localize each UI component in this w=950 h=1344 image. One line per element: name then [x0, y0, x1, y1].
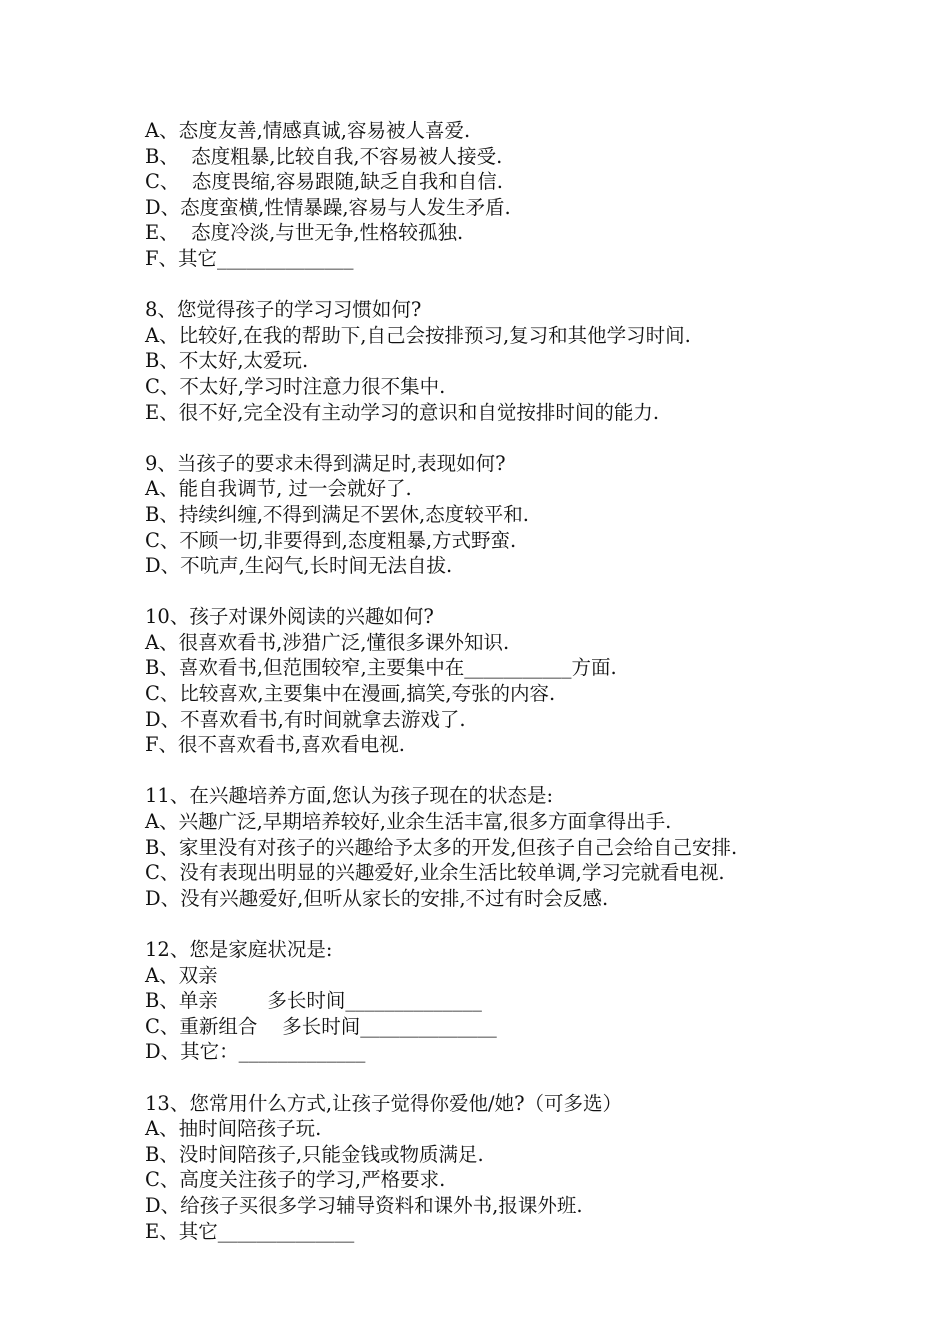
- text-line: B、单亲 多长时间______________: [145, 989, 482, 1013]
- text-line: 11、在兴趣培养方面,您认为孩子现在的状态是:: [145, 784, 554, 808]
- text-line: D、不吭声,生闷气,长时间无法自拔.: [145, 554, 453, 578]
- blank-line: [145, 758, 845, 784]
- text-line: A、态度友善,情感真诚,容易被人喜爱.: [145, 119, 471, 142]
- text-line: 8、您觉得孩子的学习习惯如何?: [145, 298, 422, 322]
- text-line: C、不太好,学习时注意力很不集中.: [145, 374, 446, 398]
- blank-line: [145, 425, 845, 451]
- blank-line: [145, 911, 845, 937]
- text-line: C、重新组合 多长时间______________: [145, 1014, 497, 1038]
- document-page: [145, 118, 845, 1244]
- text-line: B、喜欢看书,但范围较窄,主要集中在___________方面.: [145, 656, 617, 680]
- text-line: C、高度关注孩子的学习,严格要求.: [145, 1168, 446, 1192]
- text-line: 12、您是家庭状况是:: [145, 938, 333, 961]
- text-line: B、持续纠缠,不得到满足不罢休,态度较平和.: [145, 502, 529, 526]
- text-line: D、其它：_____________: [145, 1040, 366, 1064]
- text-line: B、不太好,太爱玩.: [145, 349, 309, 373]
- text-line: A、抽时间陪孩子玩.: [145, 1117, 322, 1141]
- text-line: A、比较好,在我的帮助下,自己会按排预习,复习和其他学习时间.: [145, 323, 691, 347]
- text-line: E、很不好,完全没有主动学习的意识和自觉按排时间的能力.: [145, 400, 660, 424]
- text-line: C、不顾一切,非要得到,态度粗暴,方式野蛮.: [145, 528, 517, 552]
- text-line: C、没有表现出明显的兴趣爱好,业余生活比较单调,学习完就看电视.: [145, 861, 725, 885]
- text-line: A、很喜欢看书,涉猎广泛,懂很多课外知识.: [145, 630, 510, 654]
- text-line: A、双亲: [145, 963, 218, 987]
- text-line: 10、孩子对课外阅读的兴趣如何?: [145, 605, 434, 629]
- blank-line: [145, 579, 845, 605]
- text-line: B、 态度粗暴,比较自我,不容易被人接受.: [145, 144, 503, 168]
- text-line: F、其它______________: [145, 246, 354, 270]
- blank-line: [145, 272, 845, 298]
- text-line: F、很不喜欢看书,喜欢看电视.: [145, 733, 405, 757]
- text-line: D、没有兴趣爱好,但听从家长的安排,不过有时会反感.: [145, 886, 609, 910]
- text-line: 13、您常用什么方式,让孩子觉得你爱他/她?（可多选）: [145, 1091, 623, 1115]
- text-line: A、能自我调节, 过一会就好了.: [145, 477, 412, 501]
- text-line: C、比较喜欢,主要集中在漫画,搞笑,夸张的内容.: [145, 682, 556, 706]
- text-line: 9、当孩子的要求未得到满足时,表现如何?: [145, 451, 506, 475]
- text-line: A、兴趣广泛,早期培养较好,业余生活丰富,很多方面拿得出手.: [145, 810, 672, 834]
- text-line: D、态度蛮横,性情暴躁,容易与人发生矛盾.: [145, 195, 511, 219]
- text-line: B、家里没有对孩子的兴趣给予太多的开发,但孩子自己会给自己安排.: [145, 835, 738, 859]
- text-line: E、 态度冷淡,与世无争,性格较孤独.: [145, 221, 464, 245]
- text-line: B、没时间陪孩子,只能金钱或物质满足.: [145, 1142, 484, 1166]
- text-line: D、不喜欢看书,有时间就拿去游戏了.: [145, 707, 466, 731]
- text-line: C、 态度畏缩,容易跟随,缺乏自我和自信.: [145, 170, 503, 194]
- text-line: E、其它______________: [145, 1219, 355, 1243]
- blank-line: [145, 1065, 845, 1091]
- text-line: D、给孩子买很多学习辅导资料和课外书,报课外班.: [145, 1193, 583, 1217]
